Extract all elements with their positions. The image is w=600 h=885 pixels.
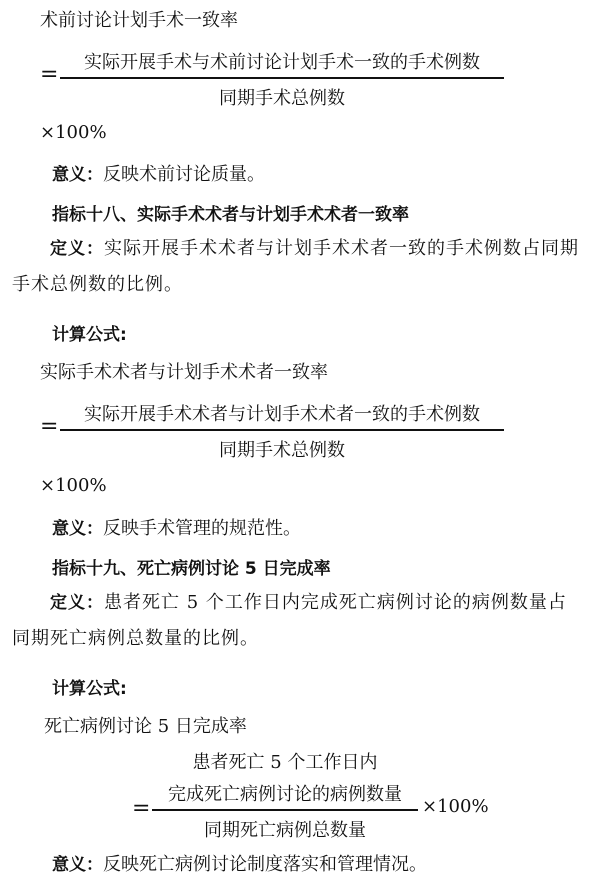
- formula3-denominator: 同期死亡病例总数量: [204, 819, 366, 841]
- definition18: [12, 231, 582, 303]
- meaning3: [52, 850, 427, 876]
- heading-indicator-19: 指标十九、死亡病例讨论 5 日完成率: [52, 559, 331, 579]
- formula3-equals: =: [132, 796, 151, 821]
- formula3-fraction: [152, 748, 418, 842]
- definition18-text: 实际开展手术术者与计划手术术者一致的手术例数占同期手术总例数的比例。: [12, 238, 579, 295]
- formula2-multiplier: ×100%: [40, 475, 107, 496]
- formula2-label: 实际手术术者与计划手术术者一致率: [40, 362, 328, 383]
- meaning3-label: 意义：: [52, 855, 103, 875]
- calc-formula-heading-19: 计算公式:: [52, 679, 127, 699]
- formula1-fraction: [60, 48, 504, 110]
- definition18-label: 定义：: [50, 239, 104, 259]
- definition19-label: 定义：: [50, 593, 104, 613]
- formula1-numerator: 实际开展手术与术前讨论计划手术一致的手术例数: [84, 52, 480, 73]
- formula2-fraction: [60, 400, 504, 462]
- formula3-numerator-line2: 完成死亡病例讨论的病例数量: [168, 784, 402, 805]
- formula3-numerator-line1: 患者死亡 5 个工作日内: [192, 752, 378, 773]
- meaning2-label: 意义：: [52, 519, 103, 539]
- meaning1-label: 意义：: [52, 165, 103, 185]
- meaning1: [52, 160, 265, 186]
- formula1-label: 术前讨论计划手术一致率: [40, 10, 238, 31]
- formula3-multiplier: ×100%: [422, 796, 489, 817]
- meaning2: [52, 514, 301, 540]
- meaning2-text: 反映手术管理的规范性。: [103, 518, 301, 539]
- calc-formula-heading-18: 计算公式:: [52, 325, 127, 345]
- formula2-denominator: 同期手术总例数: [219, 439, 345, 461]
- formula1-denominator: 同期手术总例数: [219, 87, 345, 109]
- meaning3-text: 反映死亡病例讨论制度落实和管理情况。: [103, 854, 427, 875]
- formula3-label: 死亡病例讨论 5 日完成率: [44, 716, 247, 737]
- formula1-equals: =: [40, 62, 59, 87]
- heading-indicator-18: 指标十八、实际手术术者与计划手术术者一致率: [52, 205, 409, 225]
- formula2-equals: =: [40, 414, 59, 439]
- formula1-multiplier: ×100%: [40, 122, 107, 143]
- meaning1-text: 反映术前讨论质量。: [103, 164, 265, 185]
- formula2-numerator: 实际开展手术术者与计划手术术者一致的手术例数: [84, 404, 480, 425]
- definition19: [12, 585, 582, 657]
- definition19-text: 患者死亡 5 个工作日内完成死亡病例讨论的病例数量占同期死亡病例总数量的比例。: [12, 592, 567, 649]
